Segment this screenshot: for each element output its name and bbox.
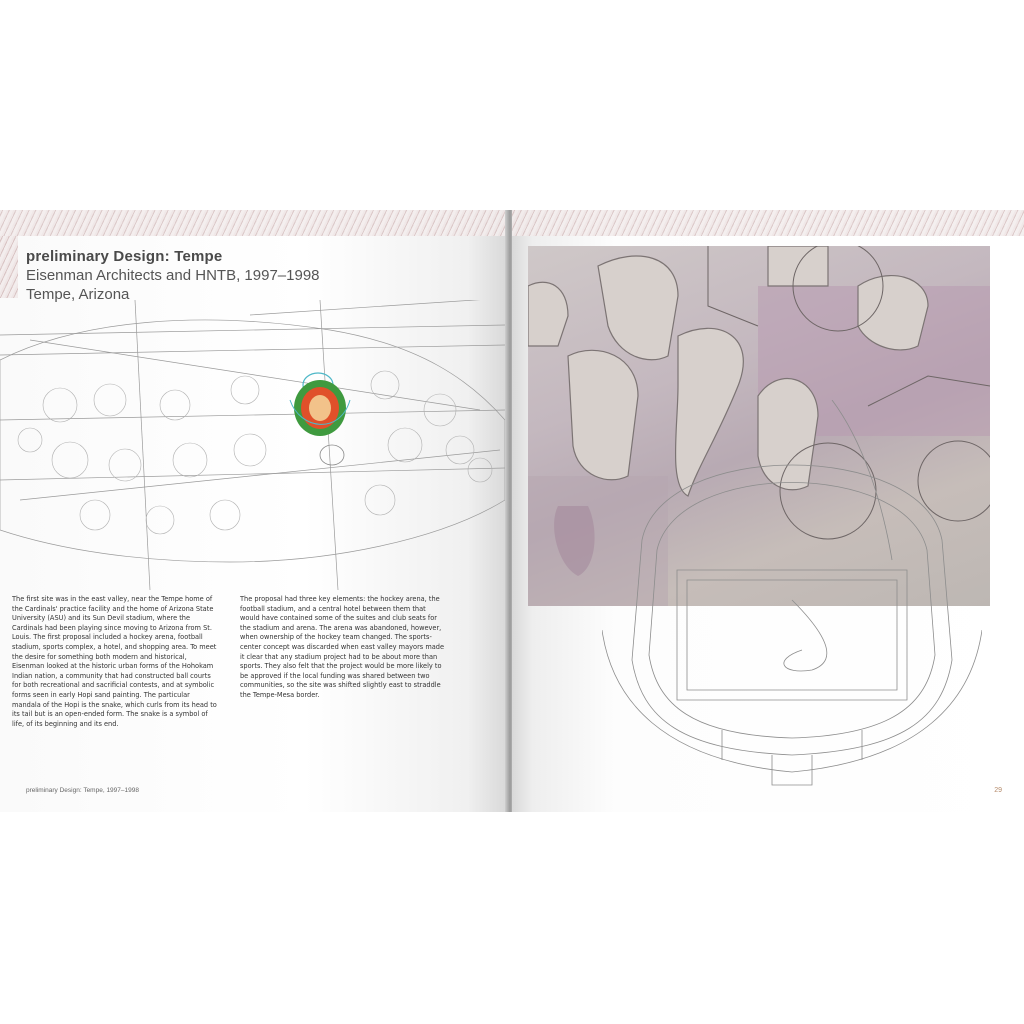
page-number: 29 [994,787,1002,794]
stadium-site-marker [290,373,350,465]
stadium-plan-drawing [602,400,982,790]
title-block [26,248,320,303]
page-subtitle-location: Tempe, Arizona [26,286,130,303]
page-title: preliminary Design: Tempe [26,248,223,265]
right-page [512,210,1024,812]
body-text-column-2: The proposal had three key elements: the hockey arena, the football stadium, and a central hotel between them that would have contained some of the suites and club seats for the stadium and arena. The arena was abandoned, however, when ownership of the hockey team changed. The sports-center concept was discarded when east valley mayors made it clear that any stadium project had to be about more than sports. They also felt that the project would be more likely to be approved if the local funding was shared between two communities, so the site was shifted slightly east to straddle the Tempe-Mesa border. [240,595,445,699]
decorative-hatch-band [0,210,505,236]
page-subtitle-architects: Eisenman Architects and HNTB, 1997–1998 [26,267,320,284]
body-text-column-1: The first site was in the east valley, near the Tempe home of the Cardinals' practice facility and the home of Arizona State University (ASU) and its Sun Devil stadium, where the Cardinals had been playing since moving to Arizona from St. Louis. The first proposal included a hockey arena, football stadium, sports complex, a hotel, and shopping area. To meet the desire for something both modern and historical, Eisenman looked at the historic urban forms of the Hohokam Indian nation, a community that had constructed ball courts for both recreational and sacrificial contests, and at symbolic forms seen in early Hopi sand painting. The particular mandala of the Hopi is the snake, which curls from its head to its tail but is an open-ended form. The snake is a symbol of life, of its beginning and its end. [12,595,217,728]
running-footer: preliminary Design: Tempe, 1997–1998 [26,787,139,794]
book-spread [0,210,1024,812]
left-page [0,210,508,812]
site-plan-drawing [0,300,505,590]
decorative-hatch-side [0,236,18,298]
decorative-hatch-band [512,210,1024,236]
